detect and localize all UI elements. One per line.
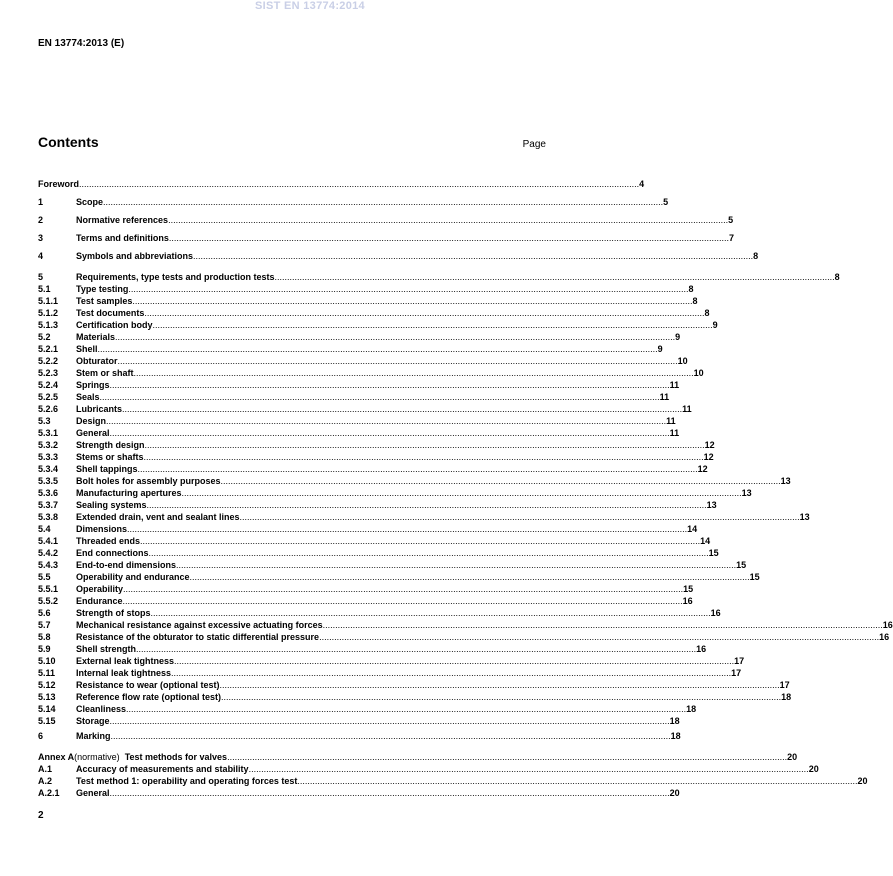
- toc-entry-page: 20: [669, 788, 680, 798]
- toc-entry-number: 5.3.4: [38, 464, 59, 474]
- toc-entry-page: 17: [779, 680, 790, 690]
- page-number: 2: [38, 810, 44, 821]
- toc-entry-page: 13: [706, 500, 717, 510]
- toc-entry-page: 11: [659, 392, 670, 402]
- toc-entry-title: Dimensions: [76, 524, 128, 534]
- toc-entry-page: 10: [693, 368, 704, 378]
- toc-entry-page: 11: [669, 428, 680, 438]
- toc-entry-number: 5.14: [38, 704, 56, 714]
- toc-entry-page: 12: [704, 440, 715, 450]
- toc-entry-page: 20: [857, 776, 868, 786]
- toc-entry-number: 5.5: [38, 572, 51, 582]
- toc-entry-title: Sealing systems: [76, 500, 147, 510]
- toc-entry[interactable]: [38, 655, 745, 667]
- toc-entry-title: Type testing: [76, 284, 129, 294]
- toc-entry[interactable]: [38, 307, 710, 319]
- toc-entry-number: 5.2.1: [38, 344, 59, 354]
- toc-entry-annex-type: (normative): [74, 752, 120, 762]
- toc-entry-title: Stems or shafts: [76, 452, 144, 462]
- toc-entry-title: Symbols and abbreviations: [76, 251, 194, 261]
- toc-entry[interactable]: [38, 535, 711, 547]
- toc-entry-number: 5.3.2: [38, 440, 59, 450]
- toc-entry-page: 11: [669, 380, 680, 390]
- toc-leader-dots: [122, 403, 682, 415]
- toc-leader-dots: [140, 535, 700, 547]
- toc-entry-number: 5.6: [38, 608, 51, 618]
- toc-entry[interactable]: [38, 703, 697, 715]
- toc-entry[interactable]: [38, 763, 819, 775]
- toc-leader-dots: [127, 523, 687, 535]
- toc-entry-number: 5.3.8: [38, 512, 59, 522]
- toc-entry-page: 13: [780, 476, 791, 486]
- toc-entry-page: 10: [677, 356, 688, 366]
- toc-entry-number: 5.4.2: [38, 548, 59, 558]
- toc-leader-dots: [132, 295, 692, 307]
- toc-entry-number: A.2: [38, 776, 53, 786]
- toc-entry-page: 5: [663, 197, 669, 207]
- toc-entry-title: Endurance: [76, 596, 123, 606]
- toc-entry-title: General: [76, 788, 110, 798]
- toc-entry-title: Operability and endurance: [76, 572, 190, 582]
- toc-leader-dots: [240, 511, 800, 523]
- toc-entry[interactable]: [38, 583, 694, 595]
- toc-entry-page: 12: [697, 464, 708, 474]
- toc-entry-number: 5.2.4: [38, 380, 59, 390]
- toc-entry[interactable]: [38, 427, 680, 439]
- toc-entry-page: 15: [749, 572, 760, 582]
- toc-entry[interactable]: [38, 367, 704, 379]
- toc-leader-dots: [138, 463, 698, 475]
- toc-entry-title: End connections: [76, 548, 149, 558]
- toc-entry-number: 5.15: [38, 716, 56, 726]
- toc-entry-number: 5: [38, 272, 44, 282]
- toc-entry-title: Operability: [76, 584, 124, 594]
- toc-leader-dots: [319, 631, 879, 643]
- toc-leader-dots: [153, 319, 713, 331]
- toc-entry[interactable]: [38, 607, 721, 619]
- toc-leader-dots: [168, 211, 728, 229]
- toc-entry-number: 5.11: [38, 668, 56, 678]
- toc-entry-page: 7: [728, 233, 734, 243]
- toc-entry-page: 12: [703, 452, 714, 462]
- toc-entry-page: 13: [741, 488, 752, 498]
- toc-entry-page: 13: [799, 512, 810, 522]
- toc-leader-dots: [249, 763, 809, 775]
- toc-leader-dots: [182, 487, 742, 499]
- toc-entry-page: 16: [696, 644, 707, 654]
- toc-leader-dots: [169, 229, 729, 247]
- toc-entry-title: Manufacturing apertures: [76, 488, 182, 498]
- toc-leader-dots: [100, 391, 660, 403]
- toc-leader-dots: [126, 703, 686, 715]
- toc-entry-title: Requirements, type tests and production tests: [76, 272, 275, 282]
- toc-entry[interactable]: [38, 271, 840, 283]
- toc-entry-number: 5.3.6: [38, 488, 59, 498]
- toc-entry-title: Certification body: [76, 320, 153, 330]
- toc-entry-page: 9: [675, 332, 681, 342]
- toc-entry[interactable]: [38, 751, 798, 763]
- toc-leader-dots: [111, 727, 671, 745]
- toc-entry-number: 5.9: [38, 644, 51, 654]
- toc-entry-title: Lubricants: [76, 404, 123, 414]
- toc-entry-title: Terms and definitions: [76, 233, 169, 243]
- toc-entry-title: Cleanliness: [76, 704, 127, 714]
- toc-entry-number: A.2.1: [38, 788, 60, 798]
- toc-entry-page: 9: [712, 320, 718, 330]
- toc-leader-dots: [193, 247, 753, 265]
- toc-entry-number: 5.5.2: [38, 596, 59, 606]
- toc-entry-page: 16: [682, 596, 693, 606]
- toc-entry[interactable]: [38, 355, 688, 367]
- toc-entry-title: External leak tightness: [76, 656, 175, 666]
- toc-leader-dots: [145, 439, 705, 451]
- toc-leader-dots: [221, 691, 781, 703]
- toc-entry-number: 5.4.3: [38, 560, 59, 570]
- toc-entry-title: Scope: [76, 197, 104, 207]
- toc-entry[interactable]: [38, 331, 681, 343]
- toc-entry-title: Storage: [76, 716, 110, 726]
- toc-entry-page: 15: [683, 584, 694, 594]
- toc-entry-title: Obturator: [76, 356, 118, 366]
- toc-entry-number: 5.1.1: [38, 296, 59, 306]
- toc-entry[interactable]: [38, 511, 810, 523]
- toc-entry-number: 5.2.6: [38, 404, 59, 414]
- toc-entry-page: 8: [704, 308, 710, 318]
- toc-entry[interactable]: [38, 175, 645, 193]
- toc-entry-page: 8: [753, 251, 759, 261]
- toc-entry-title: Shell strength: [76, 644, 137, 654]
- toc-entry-page: 9: [657, 344, 663, 354]
- toc-leader-dots: [176, 559, 736, 571]
- toc-entry[interactable]: [38, 727, 681, 745]
- toc-entry-page: 15: [708, 548, 719, 558]
- toc-entry[interactable]: [38, 247, 759, 265]
- toc-entry-page: 11: [666, 416, 676, 426]
- toc-entry-number: 5.4: [38, 524, 51, 534]
- page-column-label: Page: [522, 139, 546, 150]
- toc-entry[interactable]: [38, 439, 715, 451]
- toc-entry-title: Springs: [76, 380, 110, 390]
- toc-entry[interactable]: [38, 523, 698, 535]
- toc-entry-page: 18: [669, 716, 680, 726]
- toc-entry-number: 5.1.2: [38, 308, 59, 318]
- toc-entry-number: 5.5.1: [38, 584, 59, 594]
- toc-entry[interactable]: [38, 379, 680, 391]
- toc-leader-dots: [123, 583, 683, 595]
- toc-entry[interactable]: [38, 595, 693, 607]
- toc-entry-title: Test samples: [76, 296, 133, 306]
- toc-entry-page: 20: [808, 764, 819, 774]
- toc-entry-number: 5.8: [38, 632, 51, 642]
- toc-leader-dots: [227, 751, 787, 763]
- toc-entry-title: Seals: [76, 392, 100, 402]
- toc-entry-number: 1: [38, 197, 44, 207]
- toc-leader-dots: [144, 451, 704, 463]
- toc-entry-page: 16: [710, 608, 721, 618]
- toc-entry-title: Shell: [76, 344, 98, 354]
- toc-entry-title: Normative references: [76, 215, 169, 225]
- toc-entry-number: 5.1: [38, 284, 51, 294]
- toc-leader-dots: [174, 655, 734, 667]
- toc-entry-page: 20: [787, 752, 798, 762]
- toc-entry[interactable]: [38, 679, 790, 691]
- toc-entry[interactable]: [38, 403, 692, 415]
- toc-leader-dots: [220, 679, 780, 691]
- toc-entry-title: Internal leak tightness: [76, 668, 172, 678]
- toc-entry-number: 5.3.5: [38, 476, 59, 486]
- toc-entry-number: 5.4.1: [38, 536, 59, 546]
- toc-entry-title: Marking: [76, 731, 111, 741]
- toc-entry-annex-title: Test methods for valves: [119, 752, 228, 762]
- toc-leader-dots: [110, 379, 670, 391]
- toc-entry-page: 18: [670, 731, 681, 741]
- toc-entry-number: 5.2.2: [38, 356, 59, 366]
- toc-entry-title: Mechanical resistance against excessive actuating forces: [76, 620, 323, 630]
- toc-entry[interactable]: [38, 631, 890, 643]
- toc-entry-title: Stem or shaft: [76, 368, 134, 378]
- toc-entry-page: 16: [879, 632, 890, 642]
- toc-entry-page: 18: [686, 704, 697, 714]
- toc-entry-title: End-to-end dimensions: [76, 560, 176, 570]
- toc-entry-title: Threaded ends: [76, 536, 141, 546]
- toc-entry-title: Shell tappings: [76, 464, 138, 474]
- toc-entry-title: Accuracy of measurements and stability: [76, 764, 249, 774]
- toc-entry[interactable]: [38, 193, 669, 211]
- toc-entry-title: General: [76, 428, 110, 438]
- toc-entry-title: Resistance to wear (optional test): [76, 680, 220, 690]
- toc-entry-page: 16: [882, 620, 893, 630]
- toc-entry[interactable]: [38, 715, 680, 727]
- toc-entry-title: Strength of stops: [76, 608, 151, 618]
- toc-entry-page: 15: [736, 560, 747, 570]
- toc-entry-title: Extended drain, vent and sealant lines: [76, 512, 240, 522]
- toc-leader-dots: [134, 367, 694, 379]
- toc-leader-dots: [190, 571, 750, 583]
- page-title: Contents: [38, 134, 99, 150]
- toc-entry-title: Resistance of the obturator to static differential pressure: [76, 632, 320, 642]
- toc-entry-page: 11: [682, 404, 692, 414]
- toc-entry-page: 18: [781, 692, 792, 702]
- toc-leader-dots: [110, 787, 670, 799]
- toc-entry-number: 4: [38, 251, 44, 261]
- toc-leader-dots: [98, 343, 658, 355]
- toc-leader-dots: [123, 595, 683, 607]
- toc-entry[interactable]: [38, 667, 742, 679]
- toc-entry[interactable]: [38, 229, 734, 247]
- toc-leader-dots: [297, 775, 857, 787]
- toc-entry[interactable]: [38, 391, 670, 403]
- toc-entry-number: 5.7: [38, 620, 51, 630]
- toc-entry[interactable]: [38, 211, 734, 229]
- toc-leader-dots: [149, 547, 709, 559]
- toc-entry-number: 5.1.3: [38, 320, 59, 330]
- toc-entry[interactable]: [38, 475, 791, 487]
- document-id: EN 13774:2013 (E): [38, 38, 125, 49]
- toc-entry-title: Bolt holes for assembly purposes: [76, 476, 221, 486]
- toc-entry[interactable]: [38, 295, 698, 307]
- toc-entry-page: 8: [688, 284, 694, 294]
- toc-entry-title: Reference flow rate (optional test): [76, 692, 222, 702]
- toc-leader-dots: [128, 283, 688, 295]
- toc-entry-number: 6: [38, 731, 44, 741]
- toc-entry-number: Annex A: [38, 752, 75, 762]
- toc-entry[interactable]: [38, 619, 893, 631]
- toc-entry-title: Design: [76, 416, 107, 426]
- toc-entry-number: 3: [38, 233, 44, 243]
- toc-entry-number: 2: [38, 215, 44, 225]
- toc-entry[interactable]: [38, 547, 719, 559]
- toc-entry-number: 5.2.5: [38, 392, 59, 402]
- toc-leader-dots: [110, 427, 670, 439]
- toc-leader-dots: [79, 175, 639, 193]
- toc-leader-dots: [115, 331, 675, 343]
- toc-entry-number: 5.3.1: [38, 428, 59, 438]
- toc-entry-page: 8: [834, 272, 840, 282]
- toc-entry-page: 14: [687, 524, 698, 534]
- toc-entry[interactable]: [38, 499, 717, 511]
- toc-entry-page: 4: [639, 179, 645, 189]
- toc-leader-dots: [323, 619, 883, 631]
- toc-entry[interactable]: [38, 343, 663, 355]
- toc-leader-dots: [136, 643, 696, 655]
- toc-leader-dots: [144, 307, 704, 319]
- toc-entry-title: Test documents: [76, 308, 145, 318]
- toc-entry[interactable]: [38, 559, 747, 571]
- toc-entry-number: 5.2.3: [38, 368, 59, 378]
- toc-leader-dots: [275, 271, 835, 283]
- toc-entry-page: 5: [728, 215, 734, 225]
- toc-entry-title: Materials: [76, 332, 116, 342]
- toc-entry[interactable]: [38, 487, 752, 499]
- toc-entry[interactable]: [38, 463, 708, 475]
- toc-entry-page: 8: [692, 296, 698, 306]
- toc-entry-number: 5.12: [38, 680, 56, 690]
- toc-leader-dots: [106, 415, 666, 427]
- toc-leader-dots: [118, 355, 678, 367]
- toc-leader-dots: [103, 193, 663, 211]
- toc-entry-number: 5.3.7: [38, 500, 59, 510]
- toc-leader-dots: [171, 667, 731, 679]
- toc-entry[interactable]: [38, 571, 760, 583]
- toc-entry-number: 5.2: [38, 332, 51, 342]
- toc-leader-dots: [151, 607, 711, 619]
- toc-entry[interactable]: [38, 451, 714, 463]
- toc-entry[interactable]: [38, 415, 676, 427]
- toc-entry[interactable]: [38, 691, 792, 703]
- toc-entry[interactable]: [38, 283, 694, 295]
- toc-entry-title: Strength design: [76, 440, 145, 450]
- toc-entry-number: A.1: [38, 764, 53, 774]
- toc-entry-page: 17: [731, 668, 742, 678]
- toc-entry[interactable]: [38, 319, 718, 331]
- toc-entry[interactable]: [38, 775, 868, 787]
- toc-entry-number: Foreword: [38, 179, 80, 189]
- table-of-contents: [38, 175, 893, 799]
- toc-entry-page: 17: [734, 656, 745, 666]
- toc-entry[interactable]: [38, 787, 680, 799]
- toc-entry[interactable]: [38, 643, 707, 655]
- toc-leader-dots: [147, 499, 707, 511]
- toc-leader-dots: [221, 475, 781, 487]
- toc-entry-title: [74, 751, 227, 763]
- toc-entry-number: 5.3.3: [38, 452, 59, 462]
- watermark: SIST EN 13774:2014: [255, 0, 365, 12]
- toc-entry-page: 14: [700, 536, 711, 546]
- toc-entry-title: Test method 1: operability and operating forces test: [76, 776, 298, 786]
- toc-entry-number: 5.10: [38, 656, 56, 666]
- toc-leader-dots: [110, 715, 670, 727]
- toc-entry-number: 5.3: [38, 416, 51, 426]
- toc-entry-number: 5.13: [38, 692, 56, 702]
